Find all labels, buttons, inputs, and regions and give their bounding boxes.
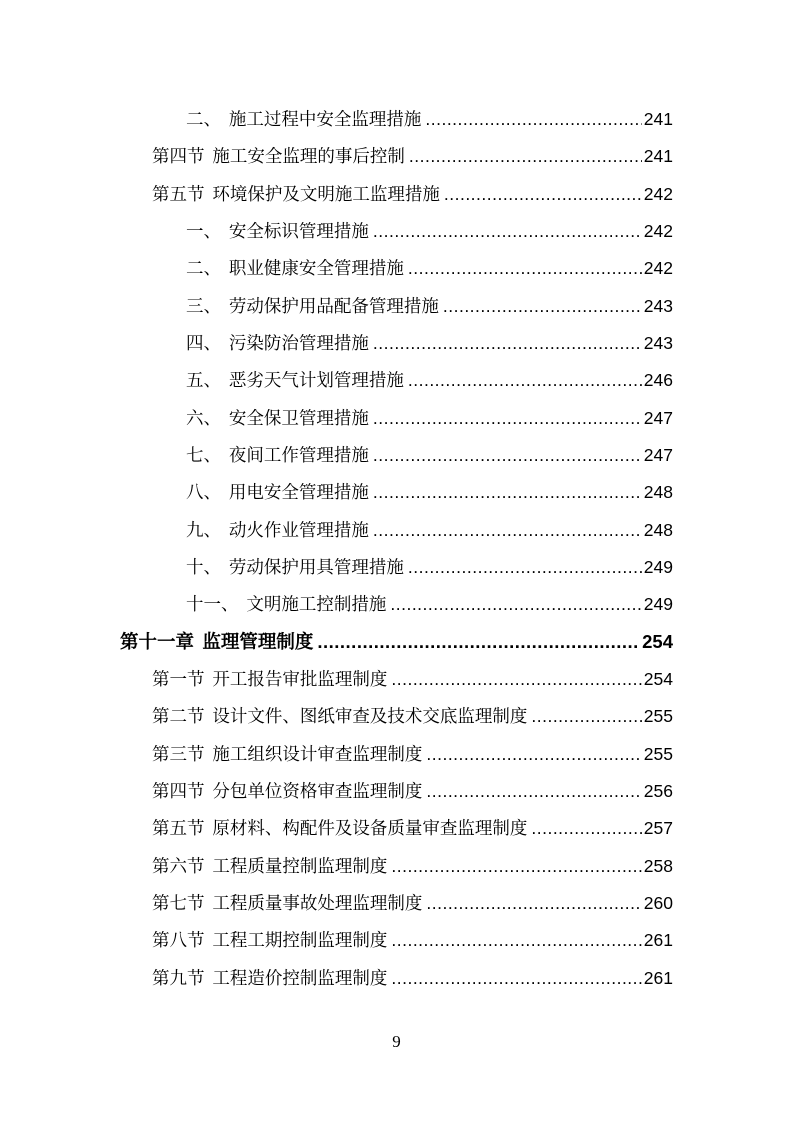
toc-entry[interactable] (152, 181, 673, 207)
toc-entry-page: 246 (643, 370, 673, 390)
toc-entry-number: 八、 (186, 483, 221, 503)
toc-entry-title: 原材料、构配件及设备质量审查监理制度 (212, 819, 528, 839)
toc-entry-number: 二、 (186, 259, 221, 279)
dot-leader (426, 741, 641, 767)
toc-entry-title: 工程质量事故处理监理制度 (212, 894, 423, 914)
toc-entry-page: 243 (643, 296, 673, 316)
toc-entry-page: 256 (643, 781, 673, 801)
toc-entry-number: 五、 (186, 371, 221, 391)
toc-entry-title: 开工报告审批监理制度 (212, 670, 388, 690)
toc-entry[interactable] (152, 853, 673, 879)
toc-entry-page: 261 (643, 968, 673, 988)
toc-entry-title: 工程工期控制监理制度 (212, 931, 388, 951)
dot-leader (408, 367, 642, 393)
toc-entry[interactable] (152, 778, 673, 804)
toc-entry-page: 242 (643, 258, 673, 278)
toc-entry[interactable] (186, 479, 673, 505)
toc-entry-title: 恶劣天气计划管理措施 (228, 371, 404, 391)
toc-entry-number: 二、 (186, 110, 221, 130)
toc-entry-title: 施工安全监理的事后控制 (212, 147, 405, 167)
toc-entry-title: 职业健康安全管理措施 (228, 259, 404, 279)
dot-leader (391, 927, 641, 953)
toc-entry-page: 261 (643, 930, 673, 950)
toc-entry-page: 242 (643, 221, 673, 241)
dot-leader (390, 591, 641, 617)
dot-leader (425, 106, 641, 132)
toc-entry[interactable] (186, 405, 673, 431)
dot-leader (373, 479, 642, 505)
toc-entry-page: 257 (643, 818, 673, 838)
dot-leader (373, 330, 642, 356)
toc-entry-title: 用电安全管理措施 (228, 483, 369, 503)
toc-entry-number: 第一节 (152, 670, 205, 690)
toc-entry-title: 监理管理制度 (202, 632, 314, 653)
toc-entry-title: 动火作业管理措施 (228, 521, 369, 541)
toc-entry-number: 第四节 (152, 147, 205, 167)
toc-entry-number: 三、 (186, 297, 221, 317)
toc-entry-number: 第九节 (152, 969, 205, 989)
toc-entry-number: 十、 (186, 558, 221, 578)
toc-entry-page: 254 (643, 669, 673, 689)
toc-entry-number: 第五节 (152, 819, 205, 839)
toc-entry-title: 安全标识管理措施 (228, 222, 369, 242)
toc-entry[interactable] (186, 293, 673, 319)
toc-entry-title: 污染防治管理措施 (228, 334, 369, 354)
toc-entry[interactable] (152, 666, 673, 692)
toc-entry-number: 第七节 (152, 894, 205, 914)
toc-entry-title: 文明施工控制措施 (246, 595, 387, 615)
toc-entry-number: 第十一章 (120, 632, 195, 653)
toc-entry[interactable] (152, 741, 673, 767)
page-number: 9 (392, 1032, 401, 1051)
toc-entry[interactable] (186, 330, 673, 356)
toc-entry-page: 243 (643, 333, 673, 353)
dot-leader (391, 965, 641, 991)
toc-entry[interactable] (152, 815, 673, 841)
toc-entry-title: 环境保护及文明施工监理措施 (212, 185, 440, 205)
dot-leader (409, 143, 642, 169)
toc-entry-number: 七、 (186, 446, 221, 466)
dot-leader (373, 405, 642, 431)
toc-entry-page: 254 (642, 631, 673, 652)
dot-leader (317, 629, 640, 655)
toc-entry-number: 第三节 (152, 745, 205, 765)
toc-entry[interactable] (186, 517, 673, 543)
toc-entry[interactable] (186, 255, 673, 281)
dot-leader (391, 853, 641, 879)
toc-entry[interactable] (186, 442, 673, 468)
toc-entry-number: 九、 (186, 521, 221, 541)
toc-entry-number: 第八节 (152, 931, 205, 951)
dot-leader (426, 778, 641, 804)
dot-leader (373, 517, 642, 543)
toc-entry-title: 劳动保护用品配备管理措施 (228, 297, 439, 317)
toc-entry[interactable] (152, 890, 673, 916)
toc-entry[interactable] (186, 591, 673, 617)
toc-entry-number: 第五节 (152, 185, 205, 205)
toc-entry[interactable] (152, 143, 673, 169)
toc-entry-page: 247 (643, 408, 673, 428)
dot-leader (373, 442, 642, 468)
toc-entry-page: 255 (643, 744, 673, 764)
toc-entry-number: 一、 (186, 222, 221, 242)
toc-entry[interactable] (186, 218, 673, 244)
toc-entry-title: 施工过程中安全监理措施 (228, 110, 422, 130)
toc-entry[interactable] (152, 703, 673, 729)
dot-leader (444, 181, 642, 207)
dot-leader (408, 255, 642, 281)
dot-leader (531, 703, 641, 729)
toc-entry-title: 夜间工作管理措施 (228, 446, 369, 466)
dot-leader (408, 554, 642, 580)
dot-leader (391, 666, 641, 692)
toc-entry-page: 258 (643, 856, 673, 876)
toc-entry[interactable] (186, 367, 673, 393)
toc-entry-title: 工程质量控制监理制度 (212, 857, 388, 877)
toc-entry-title: 工程造价控制监理制度 (212, 969, 388, 989)
toc-entry-number: 四、 (186, 334, 221, 354)
toc-entry-page: 248 (643, 482, 673, 502)
toc-entry-title: 安全保卫管理措施 (228, 409, 369, 429)
dot-leader (426, 890, 641, 916)
toc-entry-number: 六、 (186, 409, 221, 429)
toc-entry-title: 施工组织设计审查监理制度 (212, 745, 423, 765)
toc-entry-page: 248 (643, 520, 673, 540)
toc-entry-page: 255 (643, 706, 673, 726)
toc-entry-page: 247 (643, 445, 673, 465)
toc-entry-page: 260 (643, 893, 673, 913)
toc-entry-page: 241 (643, 146, 673, 166)
toc-entry-number: 第四节 (152, 782, 205, 802)
toc-entry[interactable] (186, 106, 673, 132)
toc-entry-page: 242 (643, 184, 673, 204)
toc-entry-page: 249 (643, 557, 673, 577)
dot-leader (443, 293, 642, 319)
toc-entry-page: 249 (643, 594, 673, 614)
dot-leader (531, 815, 641, 841)
toc-entry-title: 设计文件、图纸审查及技术交底监理制度 (212, 707, 528, 727)
toc-chapter-entry[interactable] (120, 629, 673, 655)
toc-entry[interactable] (152, 965, 673, 991)
toc-entry[interactable] (152, 927, 673, 953)
toc-entry-page: 241 (643, 109, 673, 129)
toc-entry-number: 十一、 (186, 595, 239, 615)
toc-entry-number: 第二节 (152, 707, 205, 727)
toc-entry-title: 分包单位资格审查监理制度 (212, 782, 423, 802)
toc-entry-title: 劳动保护用具管理措施 (228, 558, 404, 578)
dot-leader (373, 218, 642, 244)
toc-entry-number: 第六节 (152, 857, 205, 877)
toc-entry[interactable] (186, 554, 673, 580)
